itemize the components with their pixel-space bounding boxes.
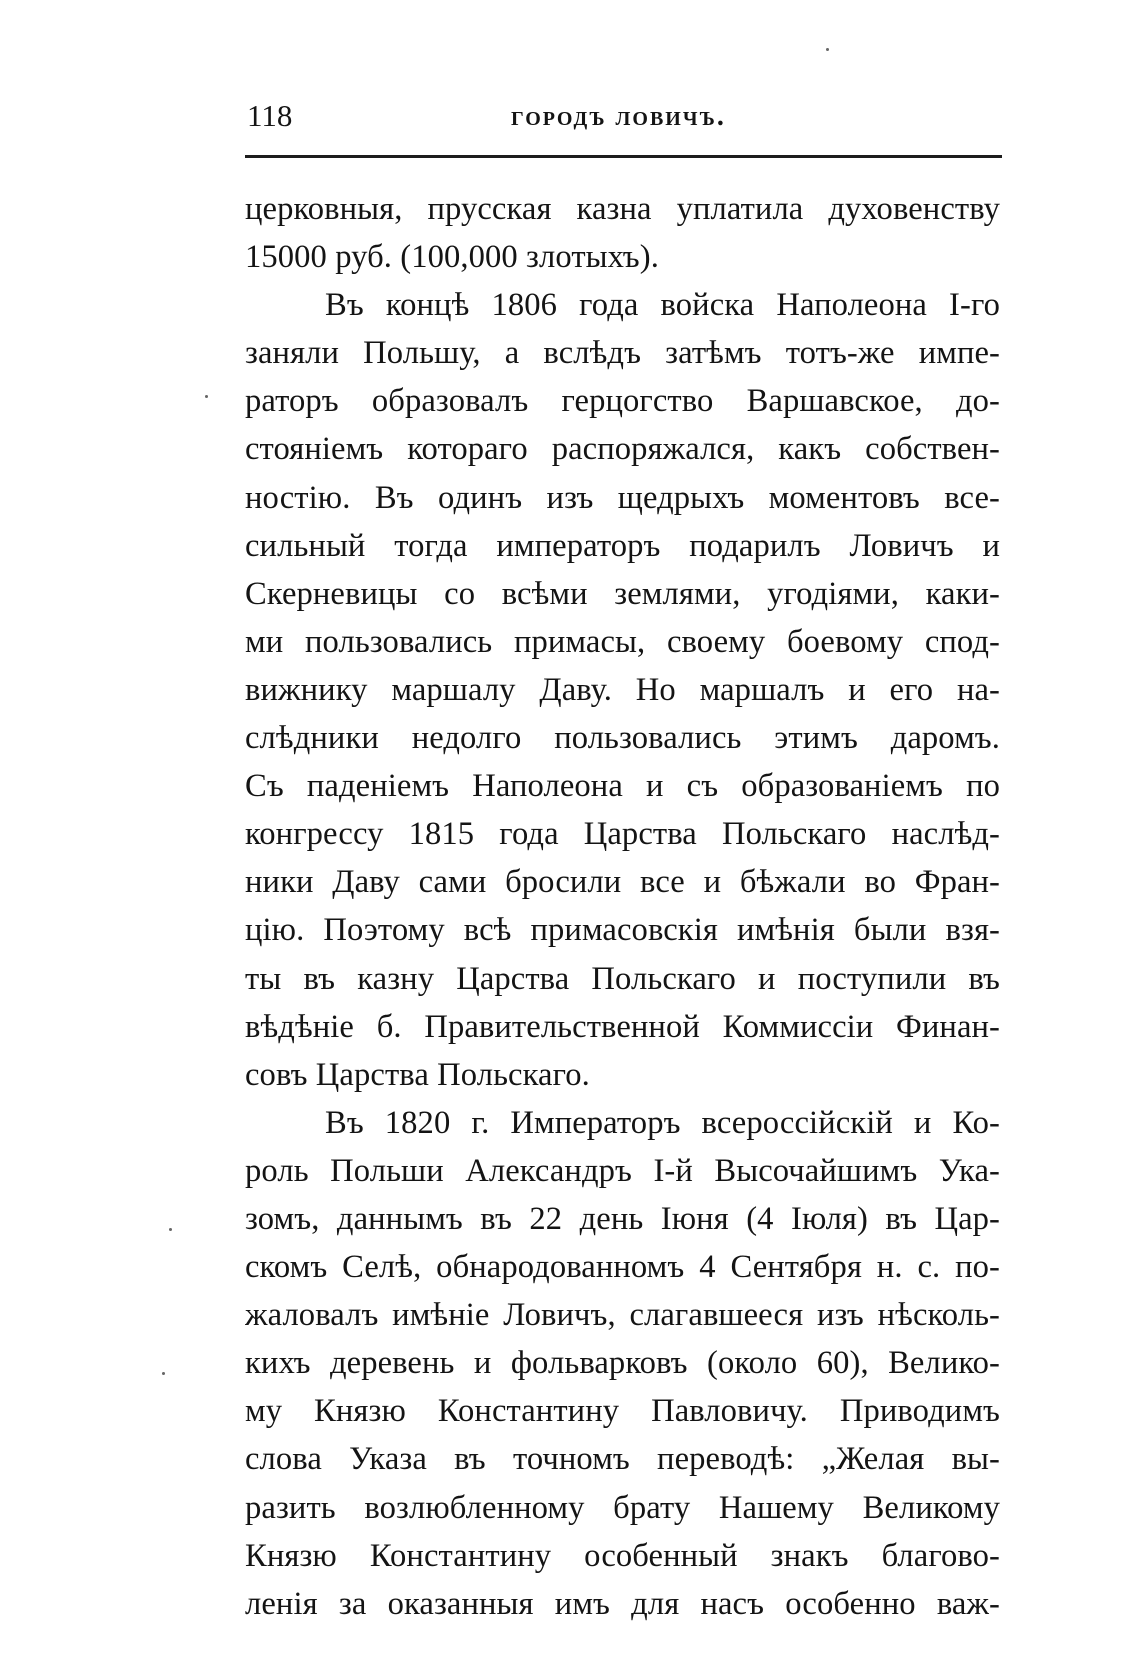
text-line: ты въ казну Царства Польскаго и поступили въ	[245, 960, 1000, 997]
text-line: слѣдники недолго пользовались этимъ даромъ.	[245, 720, 1000, 757]
text-line: скомъ Селѣ, обнародованномъ 4 Сентября н. с. по-	[245, 1249, 1000, 1286]
text-line: 15000 руб. (100,000 злотыхъ).	[245, 239, 659, 276]
body-text	[245, 185, 1000, 1628]
page-number: 118	[247, 98, 293, 133]
text-line: Съ паденіемъ Наполеона и съ образованіемъ по	[245, 768, 1000, 805]
text-line: стояніемъ котораго распоряжался, какъ собствен-	[245, 431, 1000, 468]
text-line: совъ Царства Польскаго.	[245, 1056, 590, 1093]
text-line: Скерневицы со всѣми землями, угодіями, каки-	[245, 575, 1000, 612]
header-rule	[245, 155, 1002, 158]
text-line: цію. Поэтому всѣ примасовскія имѣнія были взя-	[245, 912, 1000, 949]
text-line: Князю Константину особенный знакъ благово-	[245, 1537, 1000, 1574]
page-header	[247, 96, 1001, 140]
scan-speck	[205, 395, 208, 398]
text-line: разить возлюбленному брату Нашему Великому	[245, 1489, 1000, 1526]
text-line: жаловалъ имѣніе Ловичъ, слагавшееся изъ нѣсколь-	[245, 1297, 1000, 1334]
text-line: ностію. Въ одинъ изъ щедрыхъ моментовъ все-	[245, 479, 1000, 516]
text-line: му Князю Константину Павловичу. Приводимъ	[245, 1393, 1000, 1430]
text-line: конгрессу 1815 года Царства Польскаго наслѣд-	[245, 816, 1000, 853]
text-line: роль Польши Александръ I-й Высочайшимъ Ука-	[245, 1152, 1000, 1189]
text-line: церковныя, прусская казна уплатила духовенству	[245, 191, 1000, 227]
text-line: зомъ, даннымъ въ 22 день Іюня (4 Іюля) въ Цар-	[245, 1200, 1000, 1237]
text-line: ники Даву сами бросили все и бѣжали во Фран-	[245, 864, 1000, 901]
scan-speck	[826, 48, 829, 51]
text-line: раторъ образовалъ герцогство Варшавское, до-	[245, 383, 1000, 420]
text-line: вижнику маршалу Даву. Но маршалъ и его на-	[245, 671, 1000, 708]
text-line: сильный тогда императоръ подарилъ Ловичъ и	[245, 527, 1000, 564]
text-line: ленія за оказанныя имъ для насъ особенно важ-	[245, 1585, 1000, 1622]
text-line: заняли Польшу, а вслѣдъ затѣмъ тотъ-же импе-	[245, 335, 1000, 372]
text-line: кихъ деревень и фольварковъ (около 60), Велико-	[245, 1345, 1000, 1382]
text-line: Въ концѣ 1806 года войска Наполеона I-го	[325, 287, 1000, 324]
scan-speck	[169, 1228, 172, 1231]
text-line: ми пользовались примасы, своему боевому спод-	[245, 623, 1000, 660]
text-line: Въ 1820 г. Императоръ всероссійскій и Ко-	[325, 1104, 1000, 1141]
text-line: вѣдѣніе б. Правительственной Коммиссіи Финан-	[245, 1008, 1000, 1045]
scan-speck	[162, 1372, 165, 1375]
text-line: слова Указа въ точномъ переводѣ: „Желая вы-	[245, 1441, 1000, 1478]
running-title: городъ ловичъ.	[511, 101, 726, 132]
